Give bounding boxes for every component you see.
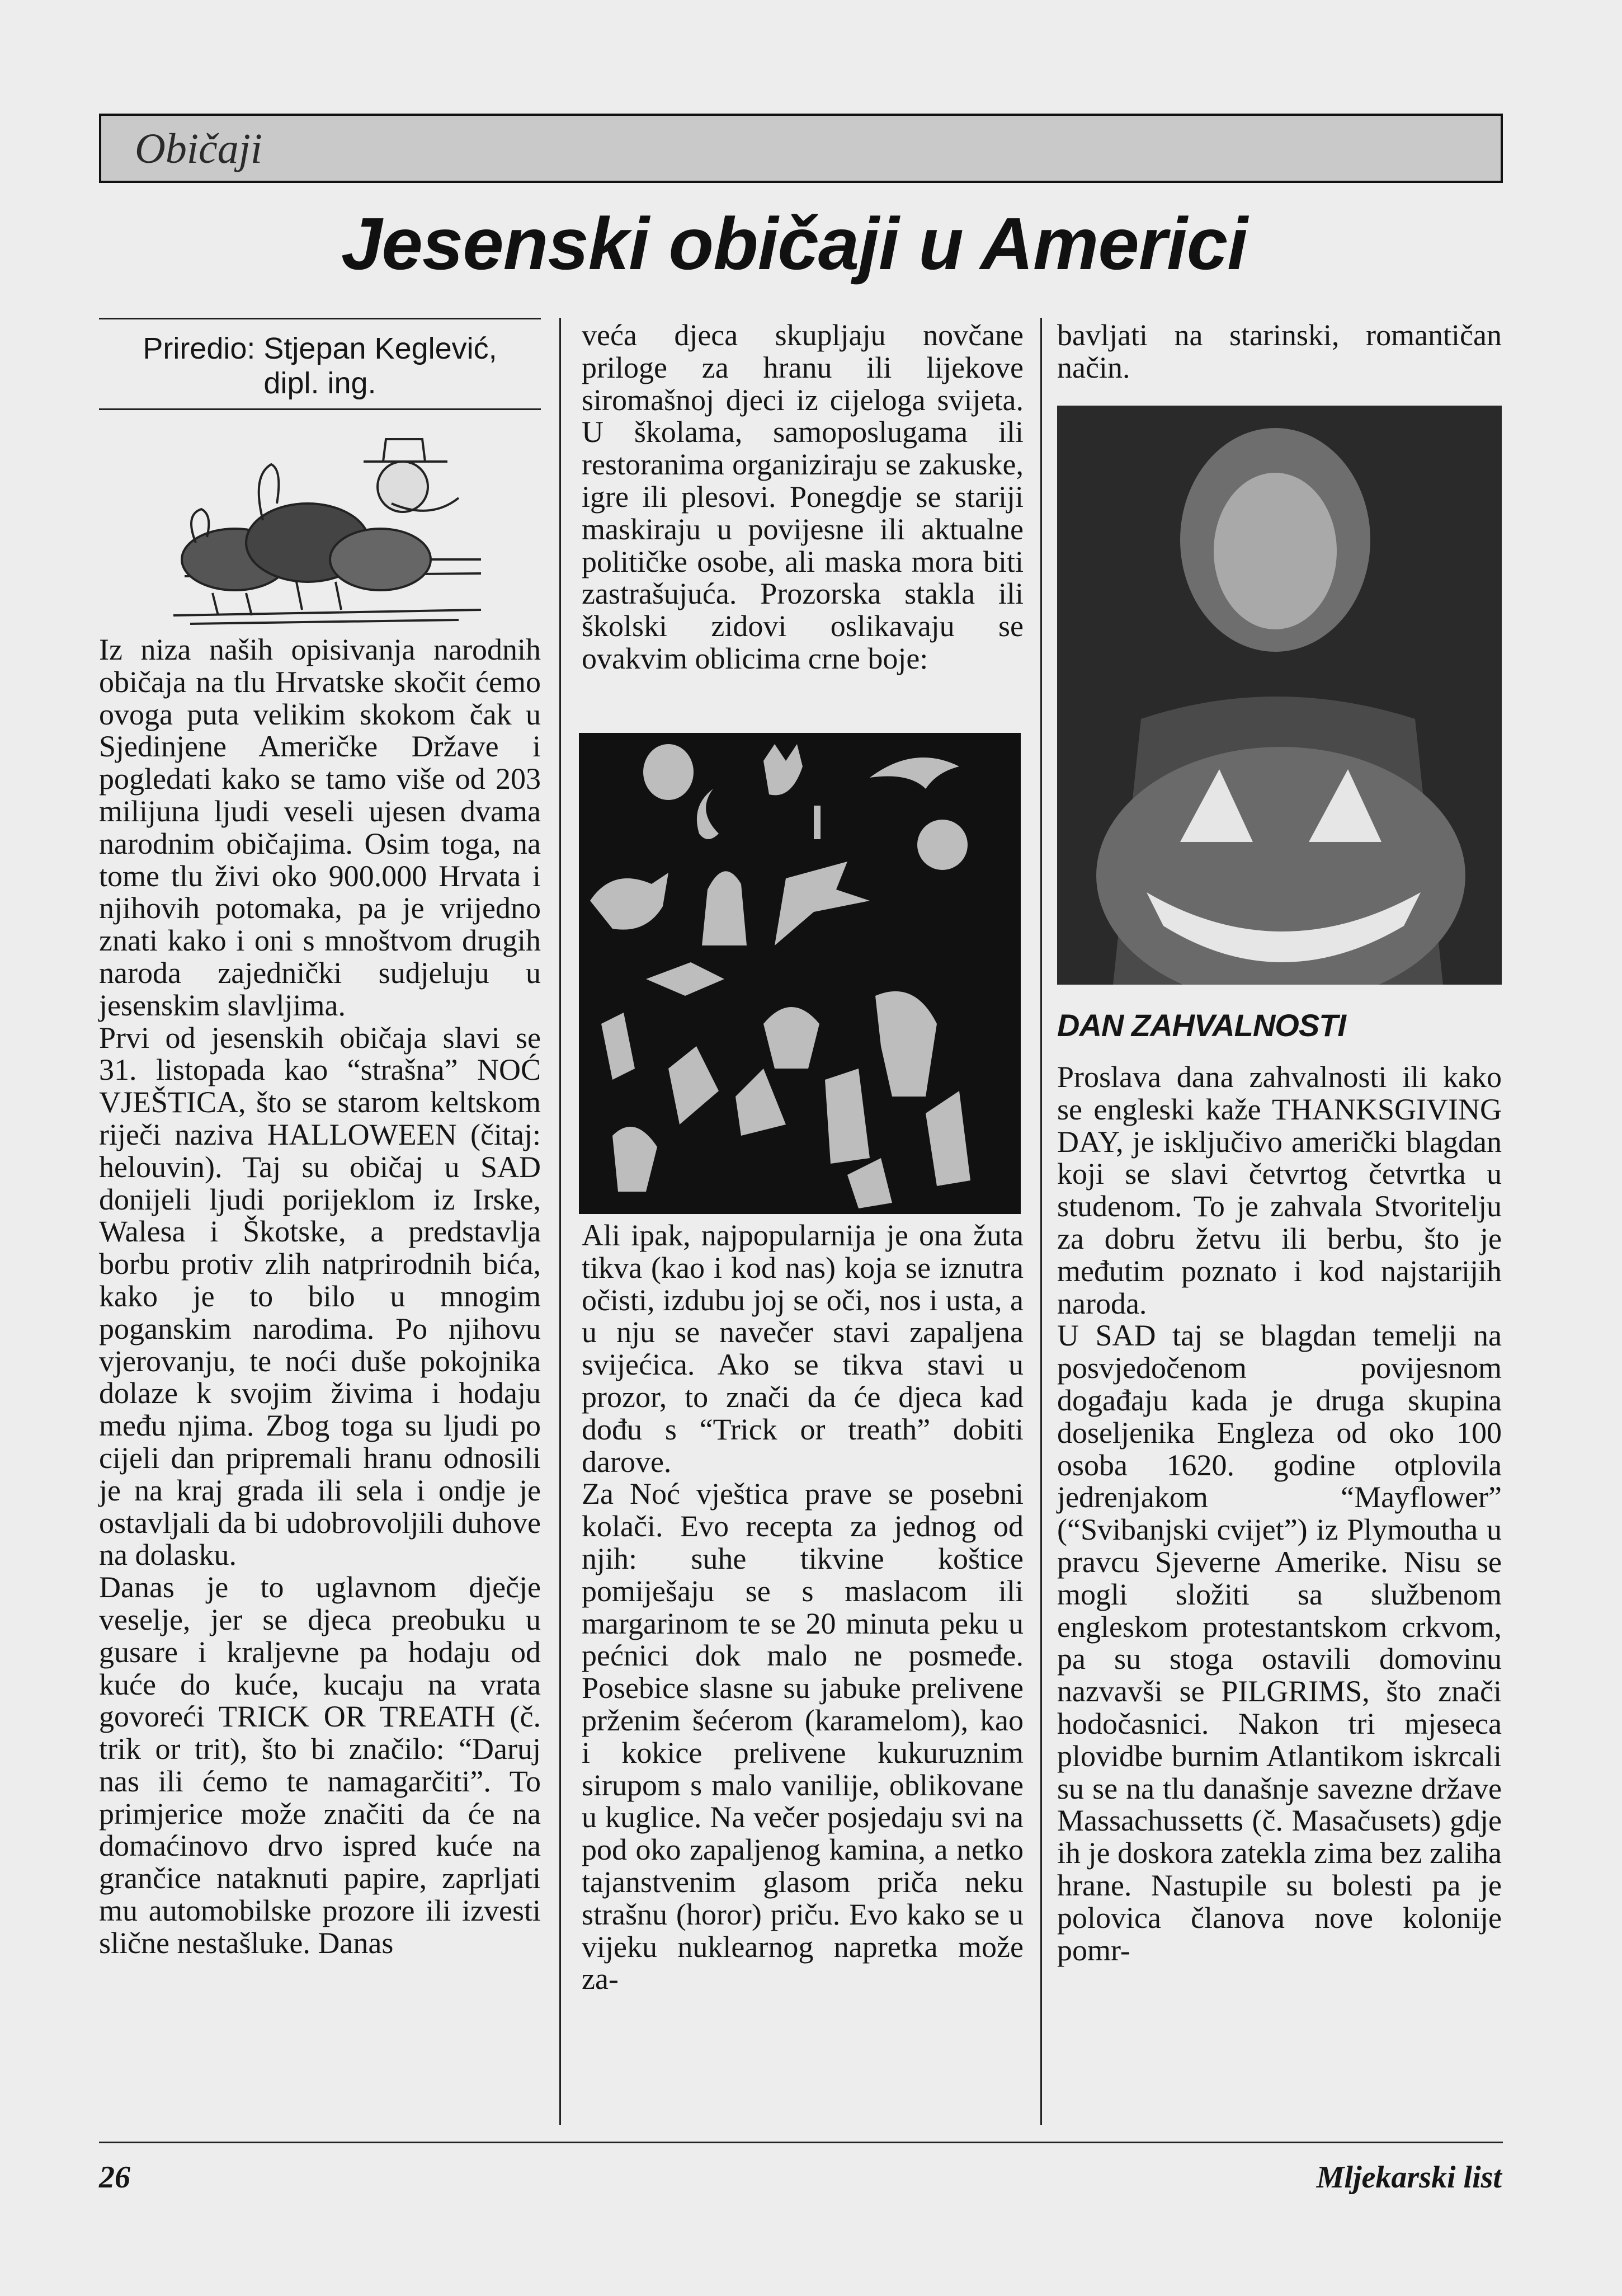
paragraph-pumpkin: Ali ipak, najpopularnija je ona žuta tikva (kao i kod nas) koja se iznutra očisti, izdubu joj se oči, nos i usta, a u nju se navečer stavi zapaljena svijećica. Ako se tikva stavi u prozor, to znači da će djeca kad dođu s “Trick or treath” dobiti darove. — [582, 1218, 1024, 1479]
column-2-text-bottom — [582, 1220, 1024, 1996]
section-header-bar — [99, 114, 1503, 183]
byline — [99, 331, 541, 401]
column-1-text — [99, 634, 541, 1960]
journal-name: Mljekarski list — [1316, 2160, 1502, 2195]
paragraph-romantic: bavljati na starinski, romantičan način. — [1057, 318, 1502, 384]
paragraph-thanksgiving-history: U SAD taj se blagdan temelji na posvjedočenom povijesnom događaju kada je druga skupina doseljenika Engleza od oko 100 osoba 1620. godine otplovila jedrenjakom “Mayflower” (“Svibanjski cvijet”) iz Plymoutha u pravcu Sjeverne Amerike. Nisu se mogli složiti sa službenom engleskom protestantskom crkvom, pa su stoga ostavili domovinu nazvavši se PILGRIMS, što znači hodočasnici. Nakon tri mjeseca plovidbe burnim Atlantikom iskrcali su se na tlu današnje savezne države Massachussetts (č. Masačusets) gdje ih je doskora zatekla zima bez zaliha hrane. Nastupile su bolesti pa je polovica članova nove kolonije pomr- — [1057, 1319, 1502, 1967]
paragraph-older-children: veća djeca skupljaju novčane priloge za hranu ili lijekove siromašnoj djeci iz cijeloga svijeta. U školama, samoposlugama ili restoranima organiziraju se zakuske, igre ili plesovi. Ponegdje se stariji maskiraju u povijesne ili aktualne političke osobe, ali maska mora biti zastrašujuća. Prozorska stakla ili školski zidovi oslikavaju se ovakvim oblicima crne boje: — [582, 318, 1024, 675]
column-divider-1 — [559, 318, 561, 2125]
section-label: Običaji — [135, 125, 262, 172]
byline-author: Priredio: Stjepan Keglević, — [143, 332, 497, 365]
article-title: Jesenski običaji u Americi — [341, 203, 1247, 285]
halloween-silhouettes-image — [579, 733, 1021, 1214]
byline-top-rule — [99, 318, 541, 319]
column-divider-2 — [1040, 318, 1042, 2125]
column-3-text-bottom — [1057, 1061, 1502, 1966]
footer-rule — [99, 2142, 1503, 2143]
page-number: 26 — [99, 2160, 130, 2195]
column-3-text-top — [1057, 319, 1502, 384]
child-with-pumpkin-photo — [1057, 406, 1502, 985]
paragraph-recipes: Za Noć vještica prave se posebni kolači. Evo recepta za jednog od njih: suhe tikvine koštice pomiješaju se s maslacom ili margarinom te se 20 minuta peku u pećnici dok malo ne posmeđe. Posebice slasne su jabuke prelivene prženim šećerom (karamelom), kao i kokice prelivene kukuruznim sirupom s malo vanilije, oblikovane u kuglice. Na večer posjedaju svi na pod oko zapaljenog kamina, a netko tajanstvenim glasom priča neku strašnu (horor) priču. Evo kako se u vijeku nuklearnog napretka može za- — [582, 1477, 1024, 1996]
subheading-thanksgiving: DAN ZAHVALNOSTI — [1057, 1008, 1346, 1043]
byline-title: dipl. ing. — [263, 366, 376, 400]
paragraph-halloween-today: Danas je to uglavnom dječje veselje, jer se djeca preobuku u gusare i kraljevne pa hodaju od kuće do kuće, kucaju na vrata govoreći TRICK OR TREATH (č. trik or trit), što bi značilo: “Daruj nas ili ćemo te namagarčiti”. To primjerice može značiti da će na domaćinovo drvo ispred kuće na grančice nataknuti papire, zaprljati mu automobilske prozore ili izvesti slične nestašluke. Danas — [99, 1570, 541, 1960]
byline-bottom-rule — [99, 408, 541, 410]
paragraph-thanksgiving-intro: Proslava dana zahvalnosti ili kako se engleski kaže THANKSGIVING DAY, je isključivo američki blagdan koji se slavi četvrtog četvrtka u studenom. To je zahvala Stvoritelju za dobru žetvu ili berbu, što je međutim poznato i kod najstarijih naroda. — [1057, 1060, 1502, 1320]
paragraph-halloween-origin: Prvi od jesenskih običaja slavi se 31. listopada kao “strašna” NOĆ VJEŠTICA, što se starom keltskom riječi naziva HALLOWEEN (čitaj: helouvin). Taj su običaj u SAD donijeli ljudi porijeklom iz Irske, Walesa i Škotske, a predstavlja borbu protiv zlih natprirodnih bića, kako je to bilo u mnogim poganskim narodima. Po njihovu vjerovanju, te noći duše pokojnika dolaze k svojim živima i hodaju među njima. Zbog toga su ljudi po cijeli dan pripremali hranu odnosili je na kraj grada ili sela i ondje je ostavljali da bi udobrovoljili duhove na dolasku. — [99, 1020, 541, 1572]
turkey-farmer-illustration — [168, 431, 487, 632]
column-2-text-top — [582, 319, 1024, 675]
paragraph-intro: Iz niza naših opisivanja narodnih običaja na tlu Hrvatske skočit ćemo ovoga puta velikim skokom čak u Sjedinjene Američke Države i pogledati kako se tamo više od 203 milijuna ljudi veseli ujesen dvama narodnim običajima. Osim toga, na tome tlu živi oko 900.000 Hrvata i njihovih potomaka, pa je vrijedno znati kako i oni s mnoštvom drugih naroda zajednički sudjeluju u jesenskim slavljima. — [99, 633, 541, 1022]
